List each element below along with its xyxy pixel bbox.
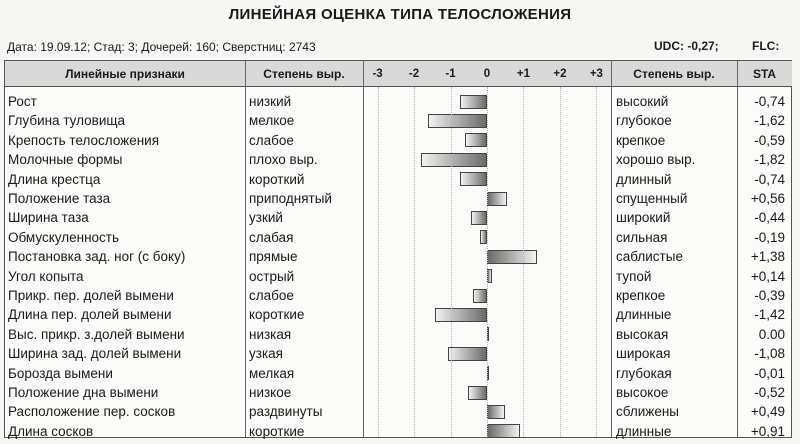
degree-high-label: саблистые	[616, 249, 683, 265]
degree-high-label: крепкое	[616, 132, 666, 148]
sta-bar	[428, 114, 487, 128]
sta-value: -0,74	[754, 94, 785, 109]
degree-low-label: низкое	[249, 385, 292, 400]
degree-low-label: слабое	[249, 288, 294, 303]
flc-value: FLC:	[752, 39, 780, 53]
sta-bar	[487, 424, 520, 438]
sta-value: +1,38	[750, 249, 785, 265]
header-degree-right: Степень выр.	[611, 61, 737, 87]
degree-low-label: узкий	[249, 210, 283, 226]
trait-label: Ширина зад. долей вымени	[8, 346, 182, 362]
column-divider	[737, 61, 738, 437]
trait-label: Глубина туловища	[8, 113, 125, 129]
degree-high-label: хорошо выр.	[616, 152, 696, 168]
sta-value: +0,56	[750, 191, 785, 206]
degree-high-label: широкая	[616, 346, 671, 362]
sta-bar	[487, 405, 505, 419]
degree-low-label: короткие	[249, 307, 305, 323]
trait-label: Крепость телосложения	[8, 132, 160, 148]
column-divider	[363, 61, 364, 437]
scale-gridline	[414, 87, 415, 437]
sta-value: -0,39	[754, 288, 785, 303]
sta-bar	[421, 153, 487, 167]
sta-value: -0,74	[754, 171, 785, 187]
trait-label: Длина пер. долей вымени	[8, 307, 172, 323]
degree-high-label: высокое	[616, 385, 669, 400]
sta-value: -0,19	[754, 229, 785, 245]
scale-gridline	[596, 87, 597, 437]
degree-high-label: спущенный	[616, 191, 688, 206]
scale-tick-label: -2	[408, 68, 420, 80]
trait-label: Обмускуленность	[8, 229, 119, 245]
degree-high-label: крепкое	[616, 288, 666, 303]
trait-label: Длина сосков	[8, 423, 94, 439]
scale-tick-label: +1	[516, 68, 531, 80]
sta-value: 0.00	[758, 326, 785, 342]
sta-value: +0,14	[750, 268, 785, 284]
degree-low-label: прямые	[249, 249, 298, 265]
column-divider	[245, 61, 246, 437]
sta-bar	[480, 230, 487, 244]
degree-low-label: слабое	[249, 132, 294, 148]
sta-value: -1,08	[754, 346, 785, 362]
sta-bar	[487, 192, 507, 206]
trait-label: Положение таза	[8, 191, 111, 206]
degree-low-label: острый	[249, 268, 295, 284]
trait-label: Выс. прикр. з.долей вымени	[8, 326, 185, 342]
scale-tick-label: -1	[445, 68, 456, 80]
trait-label: Длина крестца	[8, 171, 101, 187]
trait-label: Положение дна вымени	[8, 385, 159, 400]
trait-label: Ширина таза	[8, 210, 89, 226]
sta-value: +0,49	[750, 404, 785, 420]
degree-low-label: приподнятый	[249, 191, 332, 206]
trait-label: Угол копыта	[8, 268, 84, 284]
sta-bar	[448, 347, 487, 361]
scale-tick-label: +3	[589, 68, 603, 80]
degree-low-label: мелкое	[249, 113, 295, 129]
sta-bar	[471, 211, 487, 225]
sta-value: +0,91	[750, 423, 785, 439]
scale-gridline	[560, 87, 561, 437]
scale-gridline	[378, 87, 379, 437]
degree-high-label: высокая	[616, 326, 669, 342]
sta-bar	[435, 308, 487, 322]
header-sta: STA	[737, 61, 792, 87]
udc-value: UDC: -0,27;	[654, 39, 719, 53]
sta-bar	[473, 289, 487, 303]
sta-value: -0,52	[754, 385, 785, 400]
linear-assessment-table	[4, 60, 792, 438]
sta-value: -1,82	[754, 152, 785, 168]
trait-label: Молочные формы	[8, 152, 123, 168]
sta-value: -1,42	[754, 307, 785, 323]
degree-low-label: слабая	[249, 229, 294, 245]
sta-bar	[460, 172, 487, 186]
degree-low-label: плохо выр.	[249, 152, 318, 168]
degree-low-label: раздвинуты	[249, 404, 323, 420]
scale-gridline	[523, 87, 524, 437]
scale-gridline	[487, 87, 488, 437]
sta-value: -0,59	[754, 132, 785, 148]
column-divider	[611, 61, 612, 437]
trait-label: Постановка зад. ног (с боку)	[8, 249, 186, 265]
degree-high-label: глубокое	[616, 113, 672, 129]
degree-low-label: короткий	[249, 171, 305, 187]
sta-value: -0,44	[754, 210, 785, 226]
scale-tick-label: -3	[372, 68, 383, 80]
degree-low-label: низкая	[249, 326, 292, 342]
report-info: Дата: 19.09.12; Стад: 3; Дочерей: 160; Сверстниц: 2743	[7, 40, 316, 54]
degree-high-label: высокий	[616, 94, 669, 109]
sta-bar	[465, 133, 487, 147]
trait-label: Прикр. пер. долей вымени	[8, 288, 174, 303]
scale-tick-label: 0	[483, 68, 491, 80]
degree-low-label: узкая	[249, 346, 283, 362]
degree-high-label: тупой	[616, 268, 652, 284]
trait-label: Рост	[8, 94, 37, 109]
scale-gridline	[451, 87, 452, 437]
degree-low-label: низкий	[249, 94, 292, 109]
degree-high-label: длинные	[616, 307, 672, 323]
header-degree-left: Степень выр.	[245, 61, 363, 87]
sta-bar	[460, 95, 487, 109]
trait-label: Расположение пер. сосков	[8, 404, 176, 420]
sta-bar	[487, 250, 537, 264]
degree-low-label: мелкая	[249, 365, 295, 381]
header-traits: Линейные признаки	[5, 61, 245, 87]
degree-high-label: длинные	[616, 423, 672, 439]
sta-bar	[468, 386, 487, 400]
degree-high-label: длинный	[616, 171, 672, 187]
degree-high-label: глубокая	[616, 365, 672, 381]
degree-high-label: широкий	[616, 210, 671, 226]
trait-label: Борозда вымени	[8, 365, 113, 381]
degree-low-label: короткие	[249, 423, 305, 439]
sta-value: -1,62	[754, 113, 785, 129]
degree-high-label: сближены	[616, 404, 679, 420]
sta-value: -0,01	[754, 365, 785, 381]
scale-tick-label: +2	[553, 68, 567, 80]
degree-high-label: сильная	[616, 229, 668, 245]
report-title: ЛИНЕЙНАЯ ОЦЕНКА ТИПА ТЕЛОСЛОЖЕНИЯ	[228, 6, 572, 23]
